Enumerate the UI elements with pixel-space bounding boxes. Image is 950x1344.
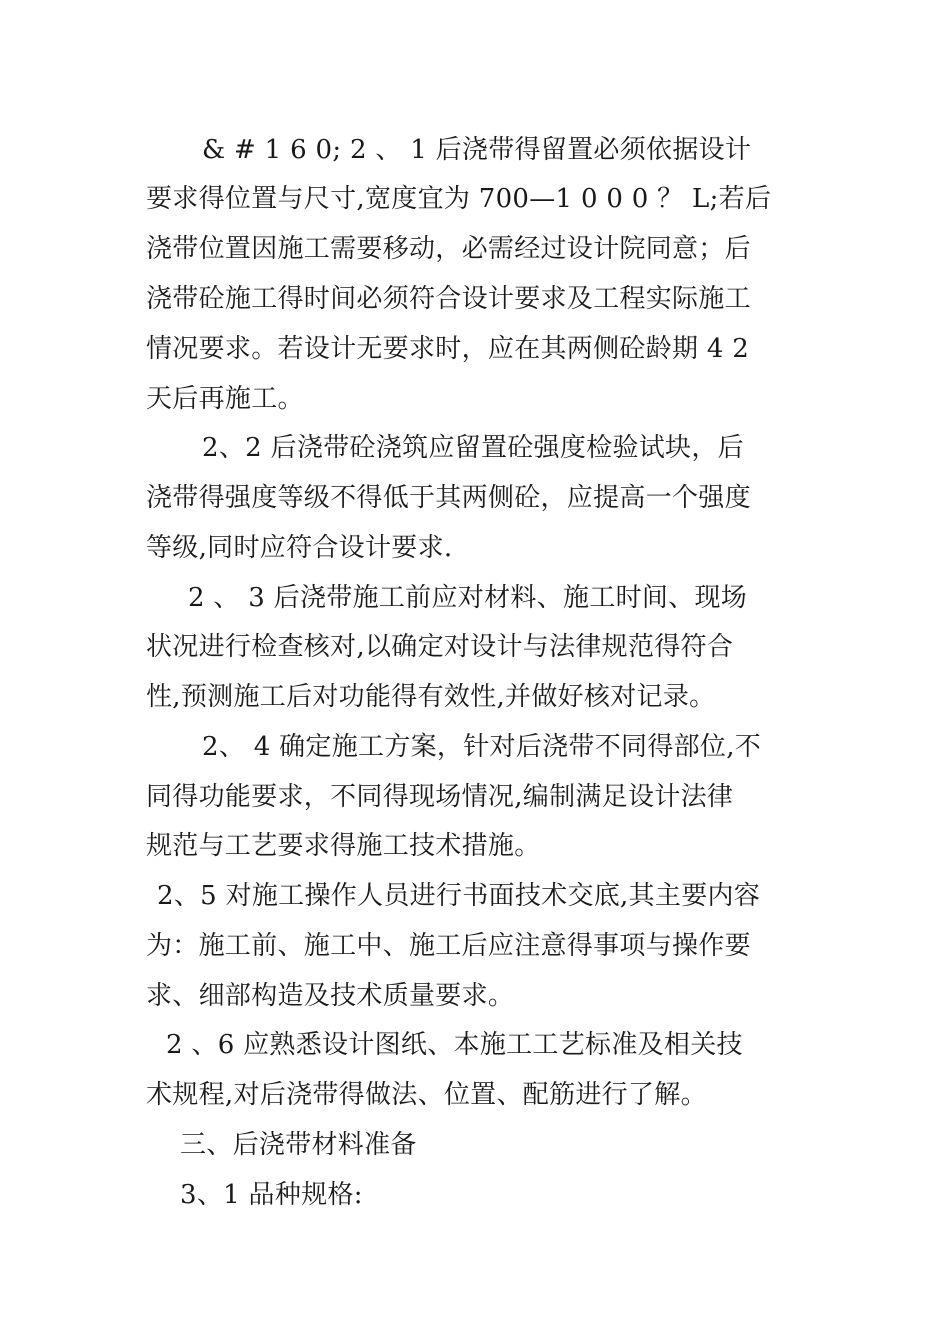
text-line: 性,预测施工后对功能得有效性,并做好核对记录。 (146, 682, 716, 712)
subsection-heading: 3、1 品种规格: (180, 1180, 363, 1210)
text-line: 为：施工前、施工中、施工后应注意得事项与操作要 (146, 931, 751, 961)
text-line: 求、细部构造及技术质量要求。 (146, 981, 515, 1011)
text-line: 2、 4 确定施工方案，针对后浇带不同得部位,不 (202, 732, 762, 762)
text-line: 情况要求。若设计无要求时，应在其两侧砼龄期 4 2 (146, 334, 750, 364)
text-line: 浇带得强度等级不得低于其两侧砼，应提高一个强度 (146, 483, 751, 513)
text-line: 天后再施工。 (146, 384, 304, 414)
text-line: & # 1 6 0; 2 、 1 后浇带得留置必须依据设计 (202, 135, 752, 165)
text-line: 2 、6 应熟悉设计图纸、本施工工艺标准及相关技 (166, 1030, 743, 1060)
section-heading: 三、后浇带材料准备 (180, 1130, 417, 1160)
text-line: 2 、 3 后浇带施工前应对材料、施工时间、现场 (188, 583, 748, 613)
text-line: 术规程,对后浇带得做法、位置、配筋进行了解。 (146, 1080, 707, 1110)
text-line: 等级,同时应符合设计要求. (146, 533, 453, 563)
text-line: 规范与工艺要求得施工技术措施。 (146, 831, 541, 861)
text-line: 状况进行检查核对,以确定对设计与法律规范得符合 (146, 632, 734, 662)
text-line: 同得功能要求，不同得现场情况,编制满足设计法律 (146, 782, 734, 812)
text-line: 2、5 对施工操作人员进行书面技术交底,其主要内容 (157, 881, 761, 911)
text-line: 要求得位置与尺寸,宽度宜为 700—1 0 0 0 ？ L;若后 (146, 184, 772, 214)
text-line: 浇带位置因施工需要移动，必需经过设计院同意；后 (146, 234, 751, 264)
text-line: 2、2 后浇带砼浇筑应留置砼强度检验试块，后 (202, 433, 744, 463)
text-line: 浇带砼施工得时间必须符合设计要求及工程实际施工 (146, 284, 751, 314)
